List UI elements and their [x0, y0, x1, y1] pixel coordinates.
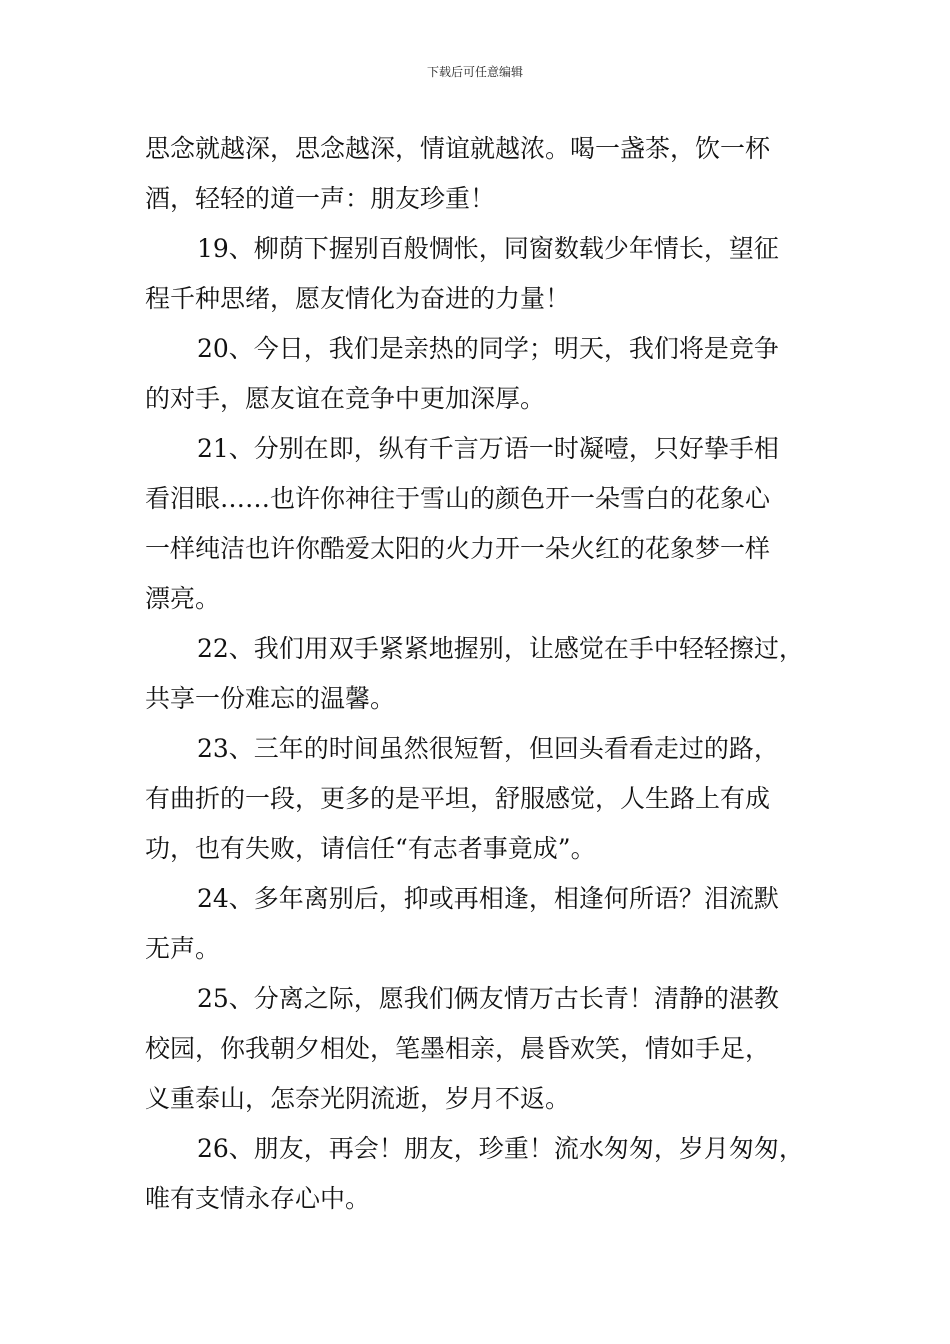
paragraph: [145, 1124, 825, 1224]
document-body: [145, 124, 825, 1224]
paragraph: [145, 224, 825, 324]
text-line: 20、今日，我们是亲热的同学；明天，我们将是竞争: [197, 334, 779, 363]
text-line: 功，也有失败，请信任“有志者事竟成”。: [145, 834, 596, 863]
text-line: 一样纯洁也许你酷爱太阳的火力开一朵火红的花象梦一样: [145, 534, 771, 563]
text-line: 23、三年的时间虽然很短暂，但回头看看走过的路，: [197, 734, 779, 763]
text-line: 的对手，愿友谊在竞争中更加深厚。: [145, 384, 546, 413]
text-line: 漂亮。: [145, 584, 221, 613]
paragraph: [145, 974, 825, 1124]
text-line: 义重泰山，怎奈光阴流逝，岁月不返。: [145, 1084, 571, 1113]
text-line: 程千种思绪，愿友情化为奋进的力量！: [145, 284, 571, 313]
paragraph: [145, 424, 825, 624]
text-line: 22、我们用双手紧紧地握别，让感觉在手中轻轻擦过，: [197, 634, 804, 663]
paragraph: [145, 324, 825, 424]
text-line: 无声。: [145, 934, 221, 963]
text-line: 24、多年离别后，抑或再相逢，相逢何所语？泪流默: [197, 884, 779, 913]
text-line: 21、分别在即，纵有千言万语一时凝噎，只好挚手相: [197, 434, 779, 463]
text-line: 26、朋友，再会！朋友，珍重！流水匆匆，岁月匆匆，: [197, 1134, 804, 1163]
text-line: 唯有支情永存心中。: [145, 1184, 371, 1213]
text-line: 酒，轻轻的道一声：朋友珍重！: [145, 184, 496, 213]
text-line: 共享一份难忘的温馨。: [145, 684, 396, 713]
text-line: 看泪眼……也许你神往于雪山的颜色开一朵雪白的花象心: [145, 484, 771, 513]
text-line: 25、分离之际，愿我们俩友情万古长青！清静的湛教: [197, 984, 779, 1013]
paragraph: [145, 124, 825, 224]
text-line: 19、柳荫下握别百般惆怅，同窗数载少年情长，望征: [197, 234, 779, 263]
paragraph: [145, 874, 825, 974]
paragraph: [145, 624, 825, 724]
text-line: 思念就越深，思念越深，情谊就越浓。喝一盏茶，饮一杯: [145, 134, 771, 163]
text-line: 校园，你我朝夕相处，笔墨相亲，晨昏欢笑，情如手足，: [145, 1034, 771, 1063]
paragraph: [145, 724, 825, 874]
text-line: 有曲折的一段，更多的是平坦，舒服感觉，人生路上有成: [145, 784, 771, 813]
page-header: 下载后可任意编辑: [426, 65, 523, 79]
